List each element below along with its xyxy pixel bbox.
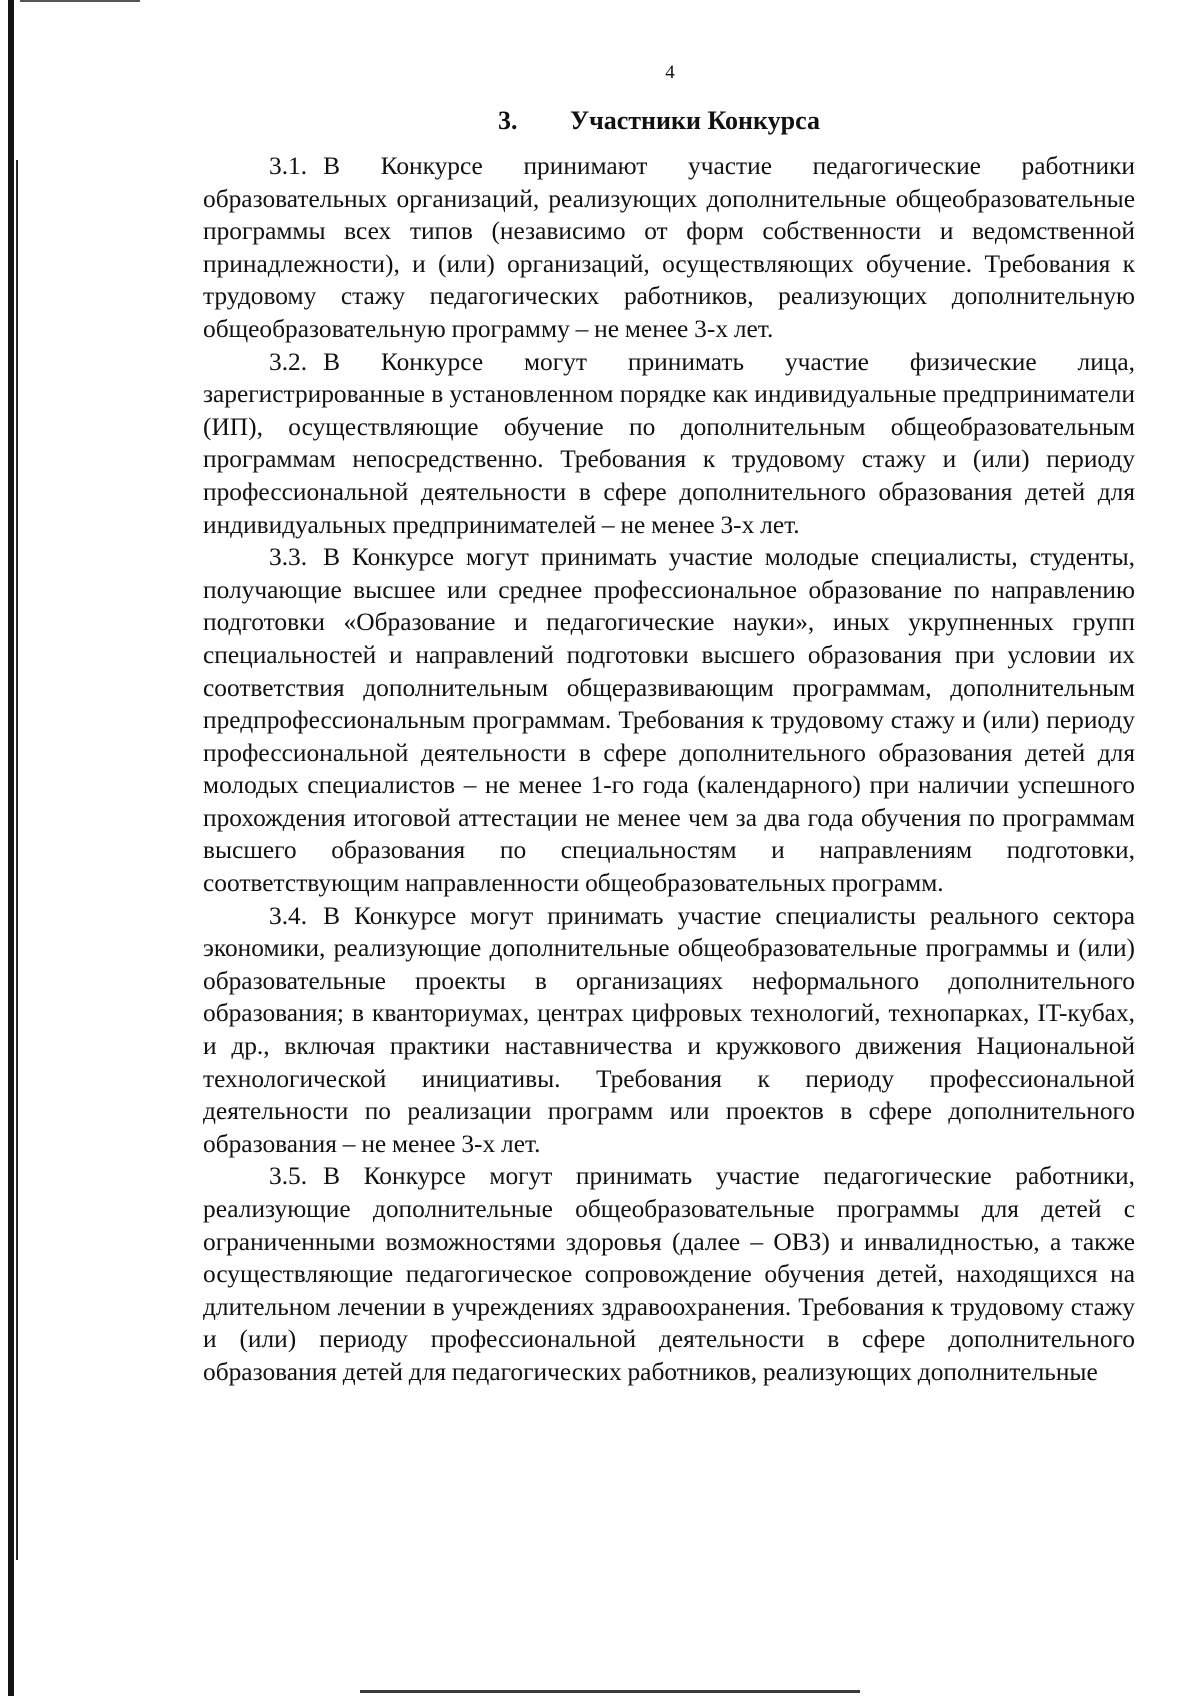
paragraph-3-5 (203, 1160, 1135, 1388)
paragraph-number: 3.2. (269, 347, 308, 376)
paragraph-number: 3.3. (269, 543, 308, 572)
section-number: 3. (498, 106, 518, 135)
page-number: 4 (665, 62, 675, 83)
paragraph-number: 3.4. (269, 901, 308, 930)
scan-border-left (8, 0, 14, 1696)
scan-mark-top (20, 0, 140, 2)
paragraph-number: 3.1. (269, 152, 308, 180)
paragraph-text: В Конкурсе могут принимать участие специалисты реального сектора экономики, реализующие дополнительные общеобразовательные программы и (или) образовательные проекты в организациях неформального дополнительного образования; в кванториумах, центрах цифровых технологий, технопарках, IT-кубах, и др., включая практики наставничества и кружкового движения Национальной технологической инициативы. Требования к периоду профессиональной деятельности по реализации программ или проектов в сфере дополнительного образования – не менее 3-х лет. (203, 901, 1135, 1158)
paragraph-3-4 (203, 900, 1135, 1161)
section-title: Участники Конкурса (570, 106, 820, 135)
document-body (203, 150, 1135, 1389)
scan-border-left-inner (16, 160, 18, 1560)
paragraph-number: 3.5. (269, 1162, 308, 1191)
paragraph-3-3 (203, 541, 1135, 900)
paragraph-text: В Конкурсе принимают участие педагогические работники образовательных организаций, реализующих дополнительные общеобразовательные программы всех типов (независимо от форм собственности и ведомственной принадлежности), и (или) организаций, осуществляющих обучение. Требования к трудовому стажу педагогических работников, реализующих дополнительную общеобразовательную программу – не менее 3-х лет. (203, 152, 1135, 343)
paragraph-text: В Конкурсе могут принимать участие молодые специалисты, студенты, получающие высшее или среднее профессиональное образование по направлению подготовки «Образование и педагогические науки», иных укрупненных групп специальностей и направлений подготовки высшего образования при условии их соответствия дополнительным общеразвивающим программам, дополнительным предпрофессиональным программам. Требования к трудовому стажу и (или) периоду профессиональной деятельности в сфере дополнительного образования детей для молодых специалистов – не менее 1-го года (календарного) при наличии успешного прохождения итоговой аттестации не менее чем за два года обучения по программам высшего образования по специальностям и направлениям подготовки, соответствующим направленности общеобразовательных программ. (203, 543, 1135, 898)
paragraph-text: В Конкурсе могут принимать участие педагогические работники, реализующие дополнительные общеобразовательные программы для детей с ограниченными возможностями здоровья (далее – ОВЗ) и инвалидностью, а также осуществляющие педагогическое сопровождение обучения детей, находящихся на длительном лечении в учреждениях здравоохранения. Требования к трудовому стажу и (или) периоду профессиональной деятельности в сфере дополнительного образования детей для педагогических работников, реализующих дополнительные (203, 1162, 1135, 1386)
paragraph-3-2 (203, 346, 1135, 542)
paragraph-text: В Конкурсе могут принимать участие физические лица, зарегистрированные в установленном порядке как индивидуальные предприниматели (ИП), осуществляющие обучение по дополнительным общеобразовательным программам непосредственно. Требования к трудовому стажу и (или) периоду профессиональной деятельности в сфере дополнительного образования детей для индивидуальных предпринимателей – не менее 3-х лет. (203, 347, 1135, 539)
scan-border-bottom (360, 1690, 860, 1693)
paragraph-3-1 (203, 150, 1135, 346)
